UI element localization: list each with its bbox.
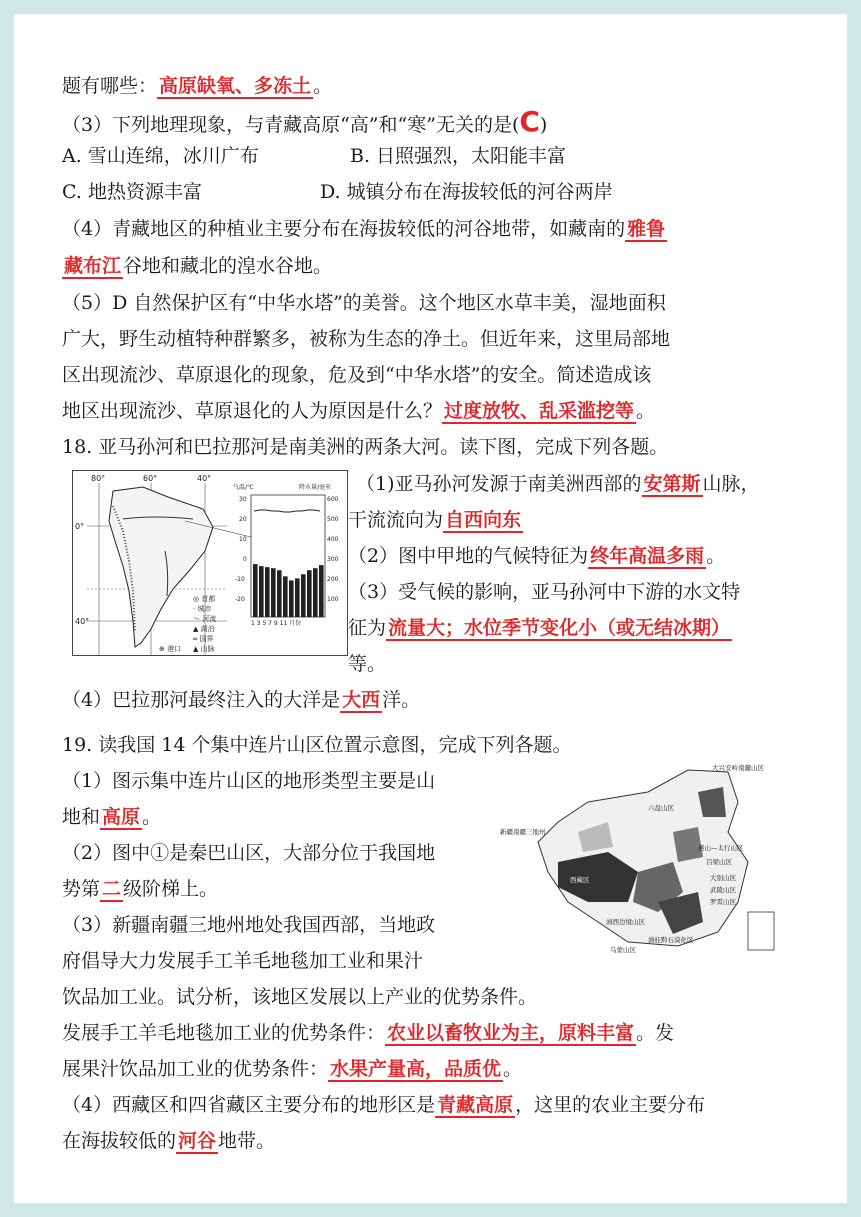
q19-3-c: 饮品加工业。试分析，该地区发展以上产业的优势条件。: [62, 986, 538, 1008]
answer: 农业以畜牧业为主，原料丰富: [387, 1022, 635, 1044]
q19: 19. 读我国 14 个集中连片山区位置示意图，完成下列各题。: [62, 734, 572, 756]
answer: 自西向东: [445, 509, 522, 531]
lat-40: 40°: [75, 617, 90, 626]
label-daxinganling: 大兴安岭南麓山区: [712, 764, 764, 772]
china-map-svg: [498, 762, 788, 958]
precip-bar: [301, 574, 306, 617]
answer: 水果产量高，品质优: [330, 1058, 502, 1080]
label-lvliang: 吕梁山区: [706, 858, 732, 866]
label-wuling: 武陵山区: [710, 886, 736, 894]
q18-3-cont: 征为 流量大；水位季节变化小（或无结冰期）: [348, 617, 731, 639]
label-dianguiqian: 滇桂黔石漠化区: [648, 936, 694, 944]
label-dianxi: 滇西边境山区: [606, 918, 645, 926]
lat-0: 0°: [75, 522, 85, 531]
q4-cont: 藏布江 谷地和藏北的湟水谷地。: [64, 255, 333, 277]
q19-1-cont: 地和 高原 。: [62, 806, 162, 828]
q19-4: （4）西藏区和四省藏区主要分布的地形区是 青藏高原 ，这里的农业主要分布: [62, 1094, 706, 1116]
q5-3: 区出现流沙、草原退化的现象，危及到“中华水塔”的安全。简述造成该: [62, 364, 652, 386]
chart-ylabel: 气温/℃: [233, 484, 254, 491]
china-map-figure: [498, 762, 788, 958]
legend-port: ⊕ 港口: [159, 645, 182, 653]
label-dabie: 大别山区: [710, 874, 736, 882]
q19-2-cont: 势第 二 级阶梯上。: [62, 878, 219, 900]
precip-bar: [319, 565, 324, 617]
document-page: [14, 14, 847, 1203]
tick-tm20: -20: [235, 596, 245, 603]
lon-80: 80°: [91, 474, 106, 483]
q18: 18. 亚马孙河和巴拉那河是南美洲的两条大河。读下图，完成下列各题。: [62, 436, 669, 458]
label-liupanshan: 六盘山区: [648, 804, 674, 812]
tick-t30: 30: [239, 496, 247, 503]
answer: 流量大；水位季节变化小（或无结冰期）: [388, 617, 731, 639]
lon-40: 40°: [197, 474, 212, 483]
q18-1: （1)亚马孙河发源于南美洲西部的 安第斯 山脉，: [356, 473, 760, 495]
q3: （3）下列地理现象，与青藏高原“高”和“寒”无关的是(C): [62, 105, 548, 138]
precip-bar: [253, 564, 258, 617]
answer: 高原缺氧、多冻土: [159, 75, 312, 97]
tick-p600: 600: [327, 496, 339, 503]
tick-p400: 400: [327, 536, 339, 543]
q19-3: （3）新疆南疆三地州地处我国西部，当地政: [62, 914, 436, 936]
precip-bar: [265, 567, 270, 617]
precip-bars: [253, 564, 324, 617]
q19-2: （2）图中①是秦巴山区，大部分位于我国地: [62, 842, 436, 864]
climate-chart: [233, 483, 339, 627]
answer: 雅鲁: [627, 218, 666, 240]
answer: 青藏高原: [437, 1094, 514, 1116]
precip-bar: [283, 576, 288, 617]
label-luoxiao: 罗霄山区: [710, 898, 736, 906]
answer: 高原: [102, 806, 141, 828]
precip-bar: [277, 570, 282, 617]
tick-t10: 10: [239, 536, 247, 543]
tick-p500: 500: [327, 516, 339, 523]
answer: 安第斯: [643, 473, 701, 495]
precip-bar: [259, 566, 264, 617]
q18-4: （4）巴拉那河最终注入的大洋是 大西 洋。: [62, 689, 421, 711]
q18-1-cont: 干流流向为 自西向东: [348, 509, 522, 531]
answer: 过度放牧、乱采滥挖等: [444, 400, 635, 422]
label-xizang: 西藏区: [570, 876, 590, 884]
answer: 大西: [342, 689, 381, 711]
precip-bar: [289, 580, 294, 617]
answer: 藏布江: [64, 255, 122, 277]
precip-bar: [295, 578, 300, 617]
q18-2: （2）图中甲地的气候特征为 终年高温多雨 。: [348, 545, 726, 567]
tick-tm10: -10: [235, 576, 245, 583]
tick-p200: 200: [327, 576, 339, 583]
month-axis: 1 3 5 7 9 11 月份: [251, 620, 302, 627]
q18-3-end: 等。: [348, 653, 387, 675]
answer-c: C: [519, 105, 540, 138]
q18-3: （3）受气候的影响，亚马孙河中下游的水文特: [348, 581, 741, 603]
q19-3-b: 府倡导大力发展手工羊毛地毯加工业和果汁: [62, 950, 424, 972]
label-xinjiang: 新疆南疆三地州: [500, 828, 546, 836]
legend-lake: ▲ 湖泊: [193, 625, 215, 633]
chart-ylabel2: 降水量/毫米: [299, 484, 332, 491]
q5-4: 地区出现流沙、草原退化的人为原因是什么？ 过度放牧、乱采滥挖等 。: [62, 400, 656, 422]
q4: （4）青藏地区的种植业主要分布在海拔较低的河谷地带，如藏南的 雅鲁: [62, 218, 666, 240]
label-wumeng: 乌蒙山区: [610, 946, 636, 954]
lon-60: 60°: [143, 474, 158, 483]
legend-city: · 城市: [193, 605, 212, 613]
q5-1: （5）D 自然保护区有“中华水塔”的美誉。这个地区水草丰美，湿地面积: [62, 292, 666, 314]
label-yanshan: 燕山—太行山区: [698, 844, 744, 852]
precip-bar: [271, 568, 276, 617]
tick-t0: 0: [243, 556, 247, 563]
answer: 河谷: [178, 1130, 217, 1152]
opt-b: B. 日照强烈，太阳能丰富: [350, 145, 567, 167]
precip-bar: [307, 570, 312, 617]
opt-d: D. 城镇分布在海拔较低的河谷两岸: [320, 181, 613, 203]
figure-svg: [73, 471, 347, 655]
legend-capital: ◎ 首都: [193, 595, 216, 603]
legend-mountain: ▲ 山脉: [193, 645, 215, 653]
q19-3-f: 展果汁饮品加工业的优势条件： 水果产量高，品质优 。: [62, 1058, 523, 1080]
tick-t20: 20: [239, 516, 247, 523]
tick-p100: 100: [327, 596, 339, 603]
temp-line: [254, 510, 320, 512]
precip-bar: [313, 568, 318, 617]
q19-4-cont: 在海拔较低的 河谷 地带。: [62, 1130, 276, 1152]
q5-2: 广大，野生动植特种群繁多，被称为生态的净土。但近年来，这里局部地: [62, 328, 671, 350]
legend-border: ═ 国界: [193, 635, 214, 643]
answer: 二: [102, 878, 122, 900]
south-america-figure: [72, 470, 348, 656]
answer: 终年高温多雨: [590, 545, 705, 567]
q19-3-d: 发展手工羊毛地毯加工业的优势条件： 农业以畜牧业为主，原料丰富 。发: [62, 1022, 675, 1044]
opt-a: A. 雪山连绵，冰川广布: [62, 145, 259, 167]
q19-1: （1）图示集中连片山区的地形类型主要是山: [62, 770, 436, 792]
legend-river: ～ 河流: [193, 615, 217, 623]
opt-c: C. 地热资源丰富: [62, 181, 202, 203]
line-1: 题有哪些： 高原缺氧、多冻土 。: [62, 75, 333, 97]
tick-p300: 300: [327, 556, 339, 563]
continent-shape: [109, 487, 216, 647]
